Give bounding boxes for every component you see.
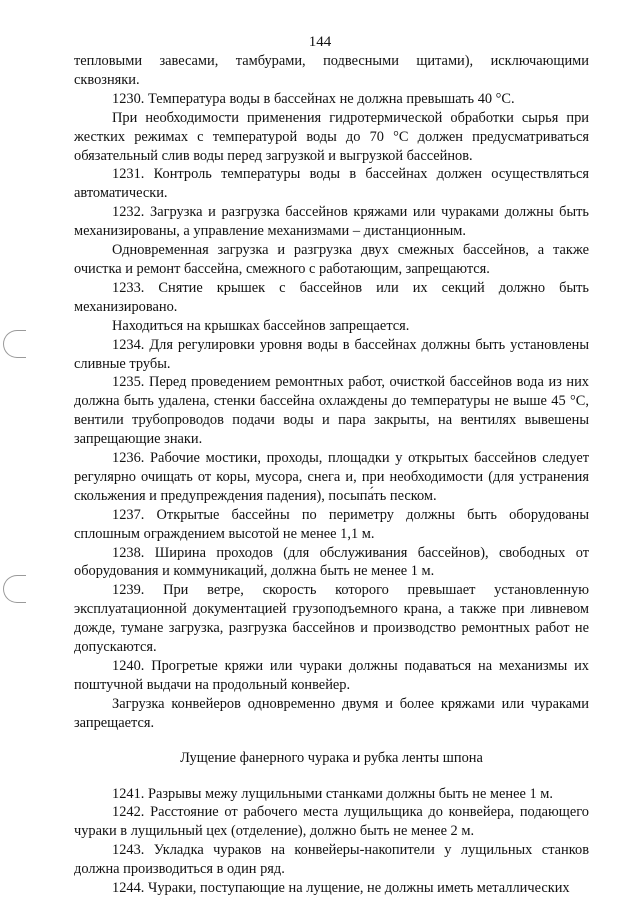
paragraph: 1242. Расстояние от рабочего места лущильщика до конвейера, подающего чураки в лущильный цех (отделение), должно быть не менее 2 м. [74, 804, 589, 840]
paragraph: 1233. Снятие крышек с бассейнов или их секций должно быть механизировано. [74, 279, 589, 315]
paragraph: 1244. Чураки, поступающие на лущение, не должны иметь металлических [112, 880, 570, 897]
paragraph: 1243. Укладка чураков на конвейеры-накопители у лущильных станков должна производиться в один ряд. [74, 842, 589, 878]
document-body [74, 52, 589, 898]
paragraph: 1234. Для регулировки уровня воды в бассейнах должны быть установлены сливные трубы. [74, 336, 589, 372]
paragraph: 1236. Рабочие мостики, проходы, площадки у открытых бассейнов следует регулярно очищать от коры, мусора, снега и, при необходимости (для устранения скольжения и предупреждения падения), посыпа́ть песком. [74, 450, 589, 504]
paragraph: тепловыми завесами, тамбурами, подвесными щитами), исключающими сквозняки. [74, 53, 589, 88]
paragraph: 1232. Загрузка и разгрузка бассейнов кряжами или чураками должны быть механизированы, а управление механизмами – дистанционным. [74, 204, 589, 240]
paragraph: 1239. При ветре, скорость которого превышает установленную эксплуатационной документацией грузоподъемного крана, а также при ливневом дожде, тумане загрузка, разгрузка бассейнов и производство ремонтных работ не допускаются. [74, 582, 589, 656]
paragraph: 1235. Перед проведением ремонтных работ, очисткой бассейнов вода из них должна быть удалена, стенки бассейна охлаждены до температуры не выше 45 °С, вентили трубопроводов подачи воды и пара закрыты, на вентилях вывешены запрещающие знаки. [74, 374, 589, 448]
page-number: 144 [308, 34, 332, 50]
punch-hole-mark [3, 575, 26, 603]
paragraph: 1231. Контроль температуры воды в бассейнах должен осуществляться автоматически. [74, 166, 589, 202]
paragraphs-section-2 [74, 785, 589, 898]
section-heading: Лущение фанерного чурака и рубка ленты шпона [180, 749, 483, 766]
paragraph: 1240. Прогретые кряжи или чураки должны подаваться на механизмы их поштучной выдачи на продольный конвейер. [74, 658, 589, 693]
paragraphs-section-1 [74, 52, 589, 733]
paragraph: 1230. Температура воды в бассейнах не должна превышать 40 °С. [112, 90, 515, 107]
punch-hole-mark [3, 330, 26, 358]
paragraph: Загрузка конвейеров одновременно двумя и более кряжами или чураками запрещается. [74, 695, 589, 731]
paragraph: 1238. Ширина проходов (для обслуживания бассейнов), свободных от оборудования и коммуникаций, должна быть не менее 1 м. [74, 544, 589, 580]
paragraph: Одновременная загрузка и разгрузка двух смежных бассейнов, а также очистка и ремонт бассейна, смежного с работающим, запрещаются. [74, 242, 589, 277]
paragraph: 1241. Разрывы межу лущильными станками должны быть не менее 1 м. [112, 785, 554, 802]
paragraph: Находиться на крышках бассейнов запрещается. [112, 317, 410, 334]
paragraph: При необходимости применения гидротермической обработки сырья при жестких режимах с температурой воды до 70 °С должен предусматриваться обязательный слив воды перед загрузкой и выгрузкой бассейнов. [74, 109, 589, 164]
paragraph: 1237. Открытые бассейны по периметру должны быть оборудованы сплошным ограждением высотой не менее 1,1 м. [74, 506, 589, 542]
